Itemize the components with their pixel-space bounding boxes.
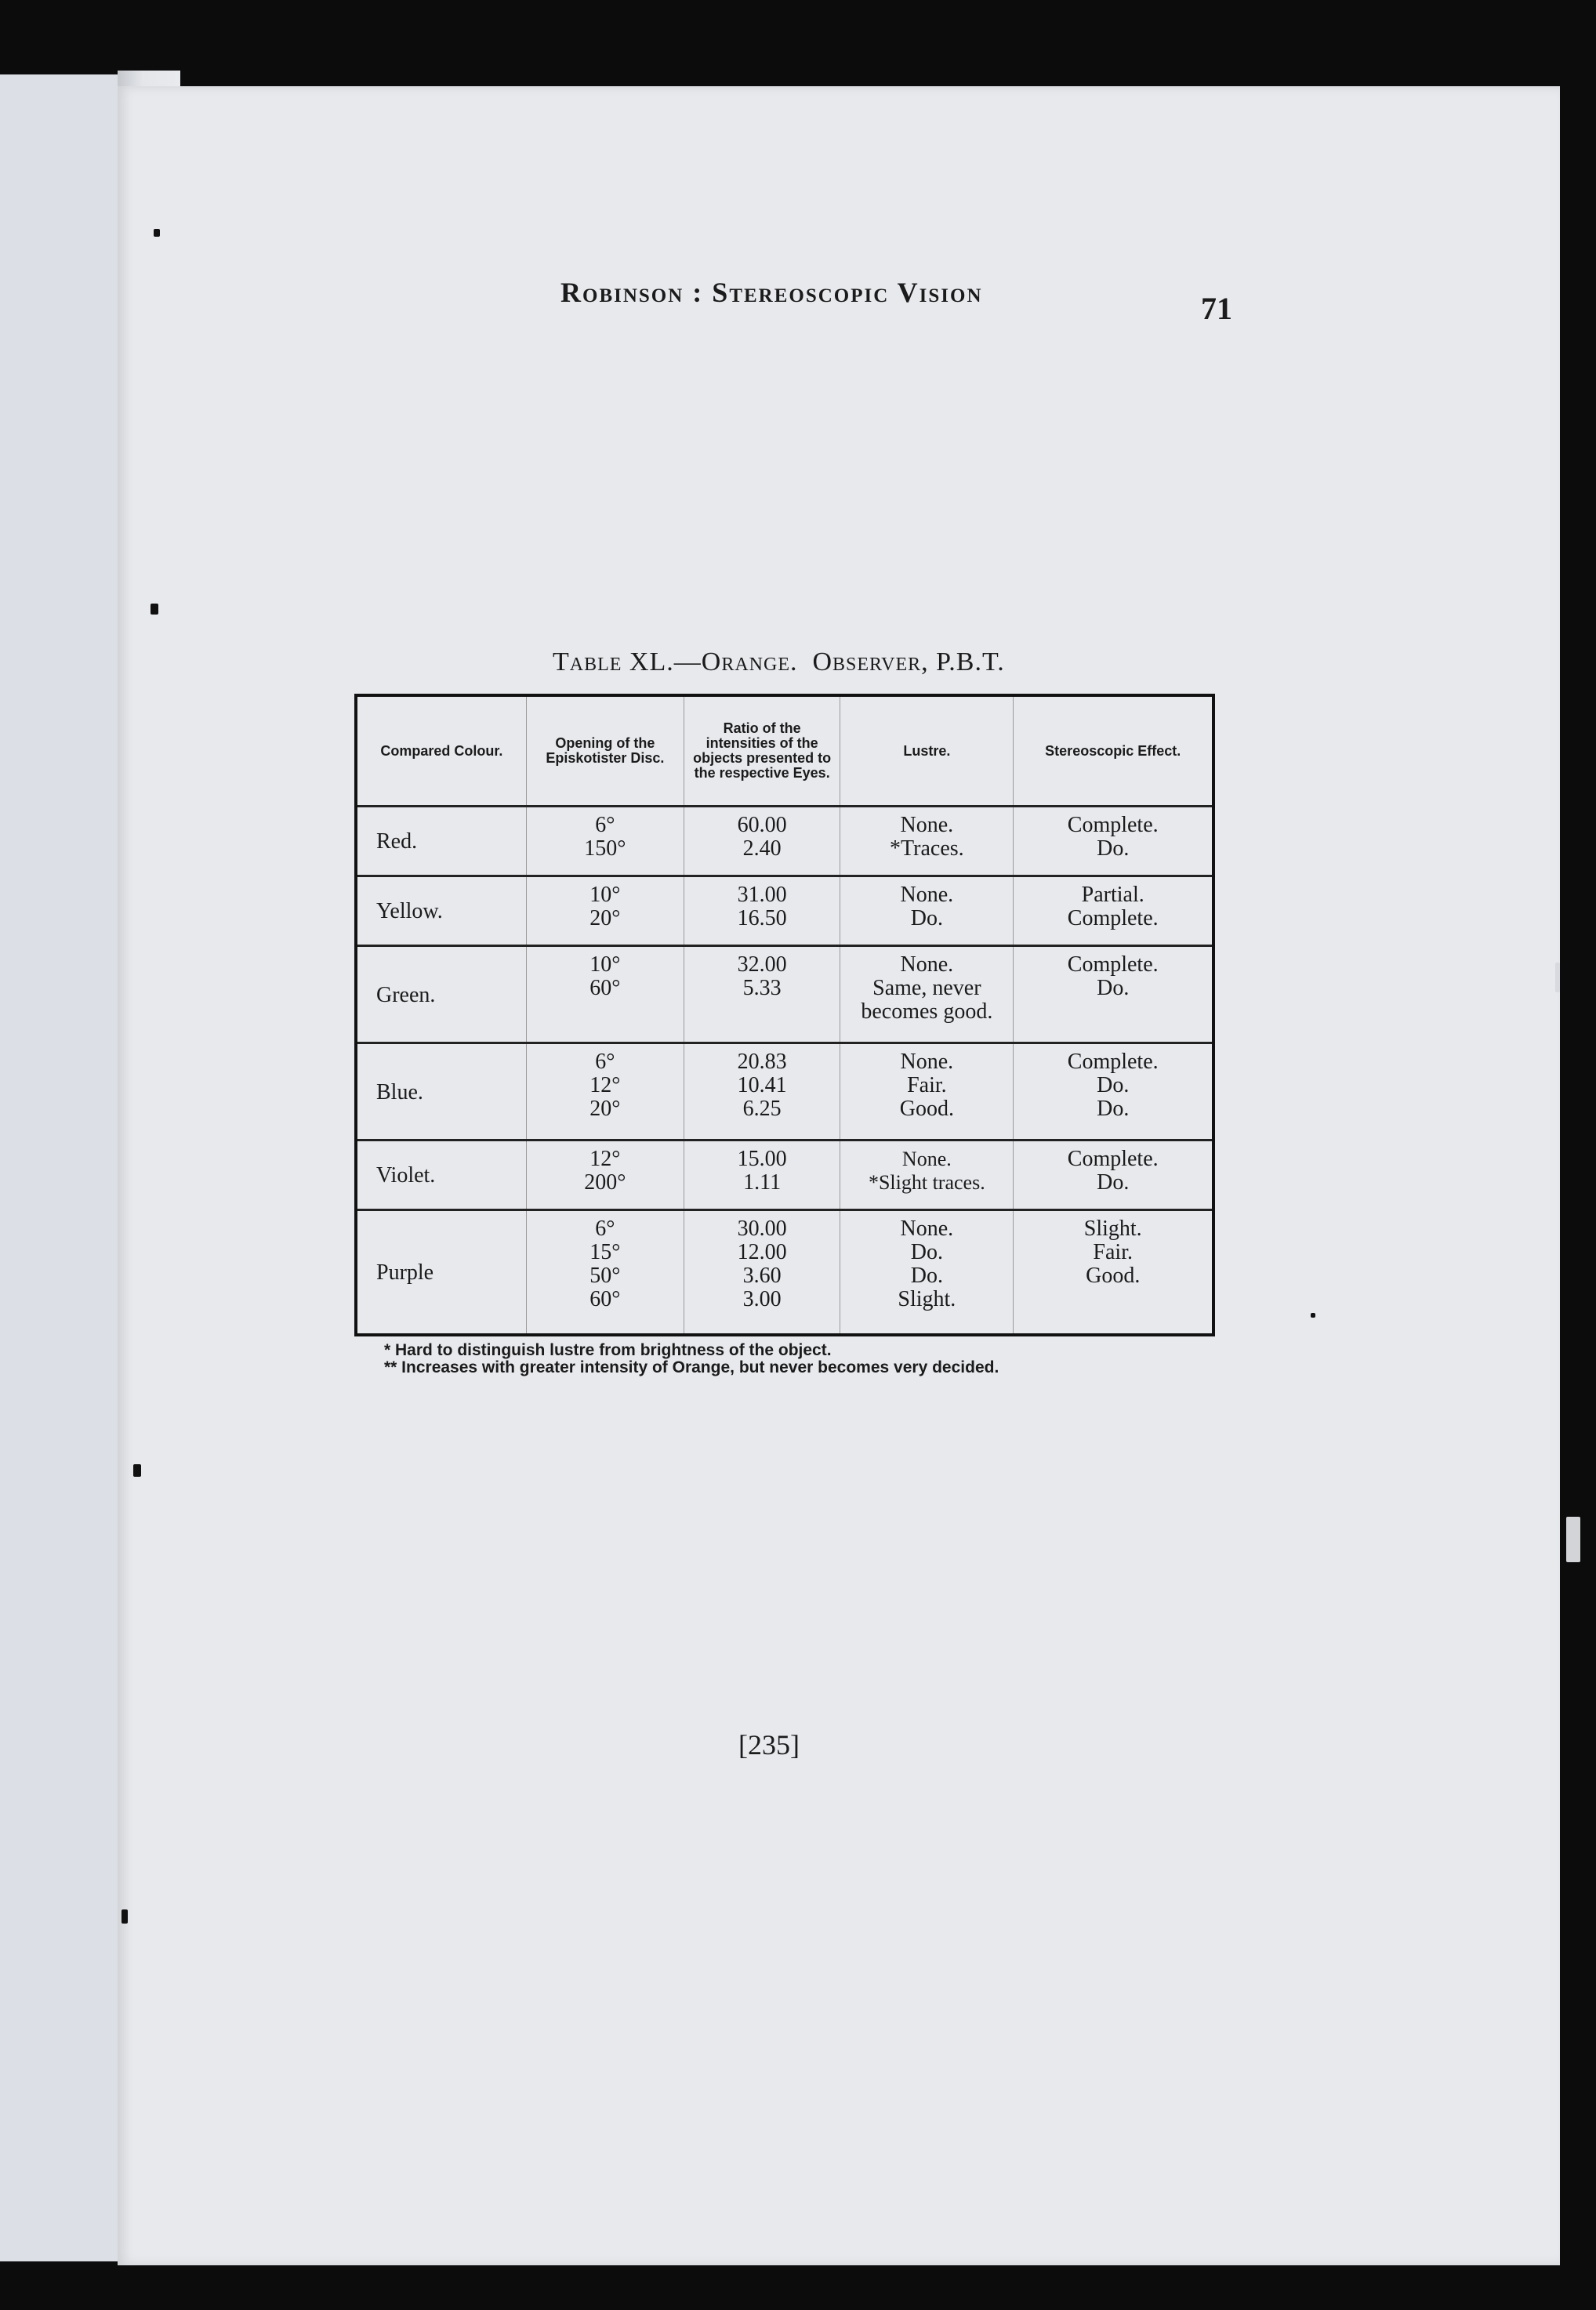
cell-lustre [840, 1043, 1014, 1140]
effect-value: Do. [1097, 1170, 1130, 1195]
opening-value: 50° [589, 1264, 621, 1289]
opening-value: 60° [589, 976, 621, 1001]
cell-opening [526, 1140, 684, 1210]
lustre-value: None. [900, 883, 954, 908]
lustre-value: *Slight traces. [868, 1171, 985, 1195]
cell-colour: Yellow. [356, 876, 526, 946]
ratio-value: 10.41 [737, 1073, 787, 1098]
cell-colour: Green. [356, 946, 526, 1043]
lustre-value: None. [900, 1217, 954, 1242]
lustre-value: Do. [910, 906, 943, 931]
lustre-value: None. [901, 1148, 952, 1171]
cell-colour: Red. [356, 807, 526, 876]
header-lustre: Lustre. [840, 695, 1014, 807]
ratio-value: 20.83 [737, 1050, 787, 1075]
cell-effect [1014, 946, 1213, 1043]
effect-value: Complete. [1067, 1147, 1159, 1172]
cell-lustre [840, 1140, 1014, 1210]
footnote-1: * Hard to distinguish lustre from brightness of the object. [384, 1341, 832, 1359]
scan-speck [1311, 1313, 1315, 1318]
left-page-edge [0, 74, 125, 2261]
ratio-value: 15.00 [737, 1147, 787, 1172]
cell-effect [1014, 876, 1213, 946]
opening-value: 6° [595, 813, 615, 837]
opening-value: 10° [589, 883, 621, 908]
ratio-value: 31.00 [737, 883, 787, 908]
page-number: 71 [1201, 291, 1232, 326]
opening-value: 200° [584, 1170, 626, 1195]
cell-lustre [840, 946, 1014, 1043]
table-header-row [356, 695, 1213, 807]
cell-ratio [684, 876, 840, 946]
cell-ratio [684, 1210, 840, 1335]
lustre-value: Fair. [907, 1073, 947, 1098]
lustre-value: Slight. [898, 1287, 956, 1312]
ratio-value: 3.60 [742, 1264, 782, 1289]
lustre-value: Same, never [872, 976, 981, 1001]
ratio-value: 5.33 [742, 976, 782, 1001]
data-table [354, 694, 1215, 1336]
scan-speck [1566, 1517, 1580, 1562]
cell-effect [1014, 1140, 1213, 1210]
table-title-number: Table XL. [553, 647, 674, 676]
opening-value: 12° [589, 1147, 621, 1172]
cell-ratio [684, 807, 840, 876]
ratio-value: 6.25 [742, 1097, 782, 1122]
effect-value: Slight. [1083, 1217, 1142, 1242]
cell-lustre [840, 1210, 1014, 1335]
scan-speck [133, 1464, 141, 1477]
lustre-value: becomes good. [861, 999, 993, 1024]
scan-speck [151, 604, 158, 615]
effect-value: Complete. [1067, 952, 1159, 977]
cell-lustre [840, 807, 1014, 876]
scan-speck [1555, 963, 1560, 992]
opening-value: 12° [589, 1073, 621, 1098]
opening-value: 15° [589, 1240, 621, 1265]
opening-value: 60° [589, 1287, 621, 1312]
table-row [356, 1210, 1213, 1335]
lustre-value: Do. [910, 1240, 943, 1265]
table-row [356, 1140, 1213, 1210]
header-ratio: Ratio of the intensities of the objects presented to the respective Eyes. [684, 695, 840, 807]
table-footnotes [384, 1342, 999, 1376]
scan-speck [154, 229, 160, 237]
table-row [356, 1043, 1213, 1140]
lustre-value: Do. [910, 1264, 943, 1289]
lustre-value: *Traces. [890, 836, 964, 861]
opening-value: 6° [595, 1217, 615, 1242]
ratio-value: 3.00 [742, 1287, 782, 1312]
opening-value: 6° [595, 1050, 615, 1075]
effect-value: Do. [1097, 976, 1130, 1001]
effect-value: Do. [1097, 1097, 1130, 1122]
table-row [356, 876, 1213, 946]
effect-value: Good. [1086, 1264, 1141, 1289]
header-opening: Opening of the Episkotister Disc. [526, 695, 684, 807]
ratio-value: 60.00 [737, 813, 787, 837]
cell-colour: Violet. [356, 1140, 526, 1210]
ratio-value: 2.40 [742, 836, 782, 861]
cell-opening [526, 946, 684, 1043]
table-title-subject: Orange. [701, 647, 798, 676]
running-head: Robinson : Stereoscopic Vision [560, 277, 983, 308]
opening-value: 150° [584, 836, 626, 861]
table-title-dash: — [673, 647, 702, 676]
cell-opening [526, 807, 684, 876]
ratio-value: 16.50 [737, 906, 787, 931]
ratio-value: 12.00 [737, 1240, 787, 1265]
cell-ratio [684, 1140, 840, 1210]
cell-opening [526, 1210, 684, 1335]
cell-opening [526, 1043, 684, 1140]
header-compared-colour: Compared Colour. [356, 695, 526, 807]
table-title-observer: Observer, P.B.T. [812, 647, 1005, 676]
cell-lustre [840, 876, 1014, 946]
effect-value: Complete. [1067, 813, 1159, 837]
effect-value: Fair. [1093, 1240, 1133, 1265]
cell-colour: Purple [356, 1210, 526, 1335]
header-stereoscopic-effect: Stereoscopic Effect. [1045, 742, 1181, 759]
table-row [356, 946, 1213, 1043]
effect-value: Do. [1097, 1073, 1130, 1098]
cell-ratio [684, 946, 840, 1043]
lustre-value: None. [900, 1050, 954, 1075]
ratio-value: 1.11 [743, 1170, 782, 1195]
effect-value: Partial. [1081, 883, 1144, 908]
cell-colour: Blue. [356, 1043, 526, 1140]
cell-effect [1014, 1043, 1213, 1140]
table-row [356, 807, 1213, 876]
opening-value: 20° [589, 1097, 621, 1122]
plate-number: [235] [738, 1729, 800, 1761]
opening-value: 20° [589, 906, 621, 931]
opening-value: 10° [589, 952, 621, 977]
effect-value: Do. [1097, 836, 1130, 861]
cell-ratio [684, 1043, 840, 1140]
scan-speck [122, 1909, 128, 1924]
ratio-value: 30.00 [737, 1217, 787, 1242]
effect-value: Complete. [1067, 906, 1159, 931]
cell-opening [526, 876, 684, 946]
lustre-value: Good. [899, 1097, 954, 1122]
effect-value: Complete. [1067, 1050, 1159, 1075]
footnote-2: ** Increases with greater intensity of Orange, but never becomes very decided. [384, 1358, 999, 1376]
cell-effect [1014, 807, 1213, 876]
lustre-value: None. [900, 813, 954, 837]
lustre-value: None. [900, 952, 954, 977]
ratio-value: 32.00 [737, 952, 787, 977]
cell-effect [1014, 1210, 1213, 1335]
table-title [553, 647, 1005, 677]
